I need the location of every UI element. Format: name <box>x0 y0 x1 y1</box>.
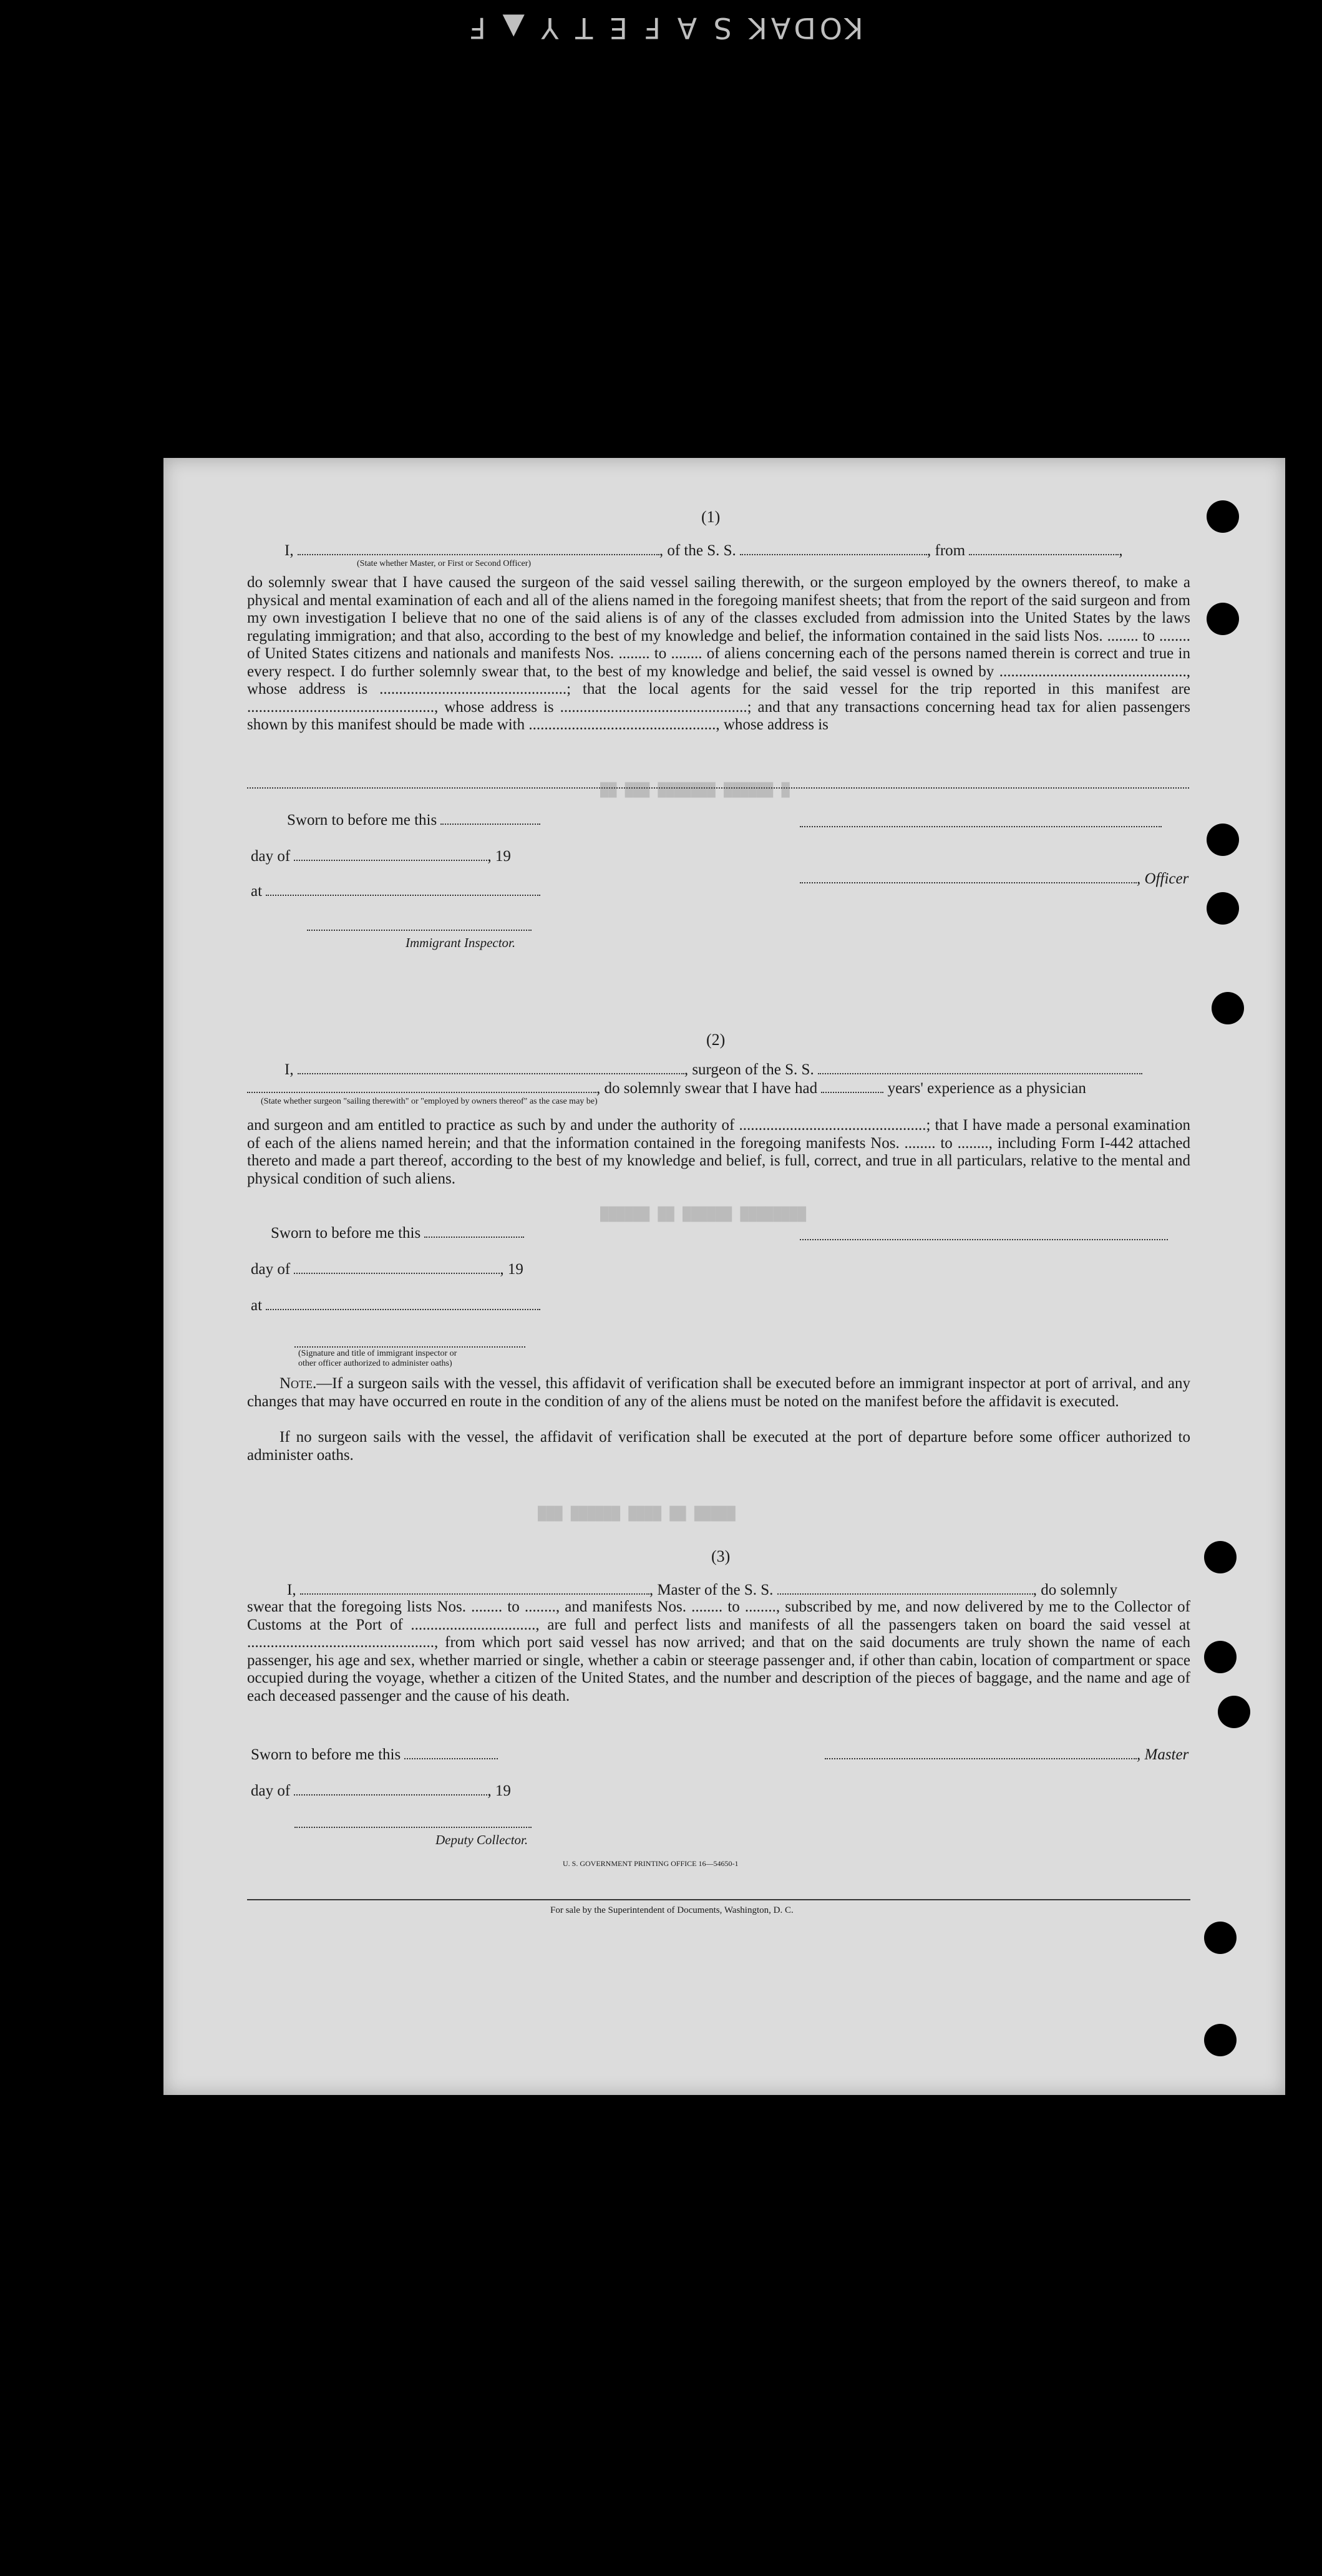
section-2-sworn <box>271 1224 524 1243</box>
month-blank <box>294 1783 487 1796</box>
punch-hole <box>1204 2024 1237 2056</box>
surgeon-note-paragraph <box>247 1375 1190 1411</box>
officer-blank-line-1 <box>800 826 1162 827</box>
section-2-body: and surgeon and am entitled to practice as such by and under the authority of ................................................; that I have made a personal examination of each of the aliens named herein; and that the information contained in the foregoing manifests Nos. ........ to ........, including Form I-442 attached thereto and made a part thereof, according to the best of my knowledge and belief, is full, correct, and true in all particulars, relative to the mental and physical condition of such aliens. <box>247 1117 1190 1187</box>
section-1-number: (1) <box>701 508 721 526</box>
surgeon-type-note: (State whether surgeon "sailing therewith" or "employed by owners thereof" as the case may be) <box>261 1097 598 1106</box>
bleed-through-text: ██████ ██ ██████ ████████ <box>600 1207 807 1222</box>
vessel-name-blank <box>818 1062 1142 1074</box>
years-blank <box>821 1081 883 1093</box>
day-of-label: day of <box>251 1261 291 1278</box>
section-1-oath-line: I, , of the S. S. , from , <box>284 542 1123 559</box>
address-blank-line <box>247 787 1189 789</box>
place-blank <box>266 883 540 896</box>
bleed-through-text: ███ ██████ ████ ██ █████ <box>538 1506 736 1522</box>
film-edge-text: KODAK S A F E T Y ▲ F <box>465 11 863 45</box>
port-from-blank <box>969 543 1119 555</box>
sworn-label: Sworn to before me this <box>251 1746 401 1763</box>
sworn-date-blank <box>404 1747 498 1759</box>
sworn-date-blank <box>440 812 540 825</box>
surgeon-type-blank <box>247 1081 596 1093</box>
punch-hole <box>1212 992 1244 1024</box>
oath-i: I, <box>287 1582 296 1598</box>
sworn-label: Sworn to before me this <box>287 812 437 829</box>
punch-hole <box>1207 892 1239 925</box>
day-of-label: day of <box>251 1782 291 1799</box>
section-2-at <box>251 1296 540 1315</box>
note-text: —If a surgeon sails with the vessel, this affidavit of verification shall be executed before an immigrant inspector at port of arrival, and any changes that may have occurred en route in the condition of any of the aliens must be noted on the manifest before the affidavit is executed. <box>247 1375 1190 1410</box>
punch-hole <box>1207 603 1239 635</box>
section-2-years-line <box>247 1079 1086 1098</box>
of-ss-label: , of the S. S. <box>659 542 736 559</box>
section-3-number: (3) <box>711 1547 731 1565</box>
sworn-date-blank <box>424 1225 524 1238</box>
oath-i: I, <box>284 1061 294 1078</box>
film-edge-marking <box>0 0 1322 50</box>
from-label: , from <box>927 542 966 559</box>
section-3-day-of <box>251 1782 511 1801</box>
section-1-at <box>251 882 540 901</box>
signature-line <box>294 1346 525 1348</box>
section-2-number: (2) <box>706 1031 726 1049</box>
punch-hole <box>1218 1696 1250 1728</box>
section-2-oath-line <box>284 1061 1142 1079</box>
section-1-day-of <box>251 847 511 866</box>
at-label: at <box>251 1297 263 1314</box>
section-2-officer-signature-line <box>800 1239 1168 1240</box>
punch-hole <box>1204 1641 1237 1673</box>
punch-hole <box>1204 1541 1237 1573</box>
month-blank <box>294 1261 500 1274</box>
inspector-signature-line <box>307 930 532 931</box>
vessel-name-blank <box>777 1582 1033 1595</box>
officer-name-blank <box>298 543 659 555</box>
section-1-body: do solemnly swear that I have caused the surgeon of the said vessel sailing therewith, or the surgeon employed by the owners thereof, to make a physical and mental examination of each and all of the aliens named in the foregoing manifest sheets; that from the report of the said surgeon and from my own investigation I believe that no one of the said aliens is of any of the classes excluded from admission into the United States by the laws regulating immigration; and that also, according to the best of my knowledge and belief, the information contained in the said lists Nos. ........ to ........ of United States citizens and nationals and manifests Nos. ........ to ........ of aliens concerning each of the persons named therein is correct and true in every respect. I do further solemnly swear that, to the best of my knowledge and belief, the said vessel is owned by ................................................, whose address is ................................................; that the local agents for the said vessel for the trip reported in this manifest are ................................................, whose address is ................................................; and that any transactions concerning head tax for alien passengers shown by this manifest should be made with ................................................, whose address is <box>247 574 1190 733</box>
vessel-name-blank <box>740 543 927 555</box>
master-title: , Master <box>1137 1746 1189 1763</box>
section-3-oath-line <box>287 1581 1117 1600</box>
year-label: , 19 <box>487 1782 511 1799</box>
officer-signature <box>800 870 1188 888</box>
immigrant-inspector-title: Immigrant Inspector. <box>406 935 516 950</box>
printing-office-line: U. S. GOVERNMENT PRINTING OFFICE 16—54650-1 <box>563 1859 739 1868</box>
do-solemnly-label: , do solemnly <box>1033 1582 1118 1598</box>
officer-signature-blank <box>800 871 1137 883</box>
master-signature-blank <box>825 1747 1137 1759</box>
section-3-sworn <box>251 1746 498 1764</box>
section-1-sworn <box>287 811 540 830</box>
punch-hole <box>1207 824 1239 856</box>
place-blank <box>266 1298 540 1310</box>
master-of-ss-label: , Master of the S. S. <box>649 1582 774 1598</box>
month-blank <box>294 848 487 861</box>
footer-divider <box>247 1899 1190 1900</box>
signature-note-2: other officer authorized to administer oaths) <box>298 1359 452 1368</box>
day-of-label: day of <box>251 848 291 865</box>
year-label: , 19 <box>487 848 511 865</box>
officer-title: , Officer <box>1137 870 1189 887</box>
collector-signature-line <box>294 1827 532 1828</box>
at-label: at <box>251 883 263 900</box>
bleed-through-text: ██ ███ ███████ ██████ █ <box>600 782 790 798</box>
swear-label: , do solemnly swear that I have had <box>596 1080 818 1097</box>
note-label: Note. <box>279 1375 317 1392</box>
master-name-blank <box>300 1582 649 1595</box>
oath-i: I, <box>284 542 294 559</box>
punch-hole <box>1207 500 1239 533</box>
section-2-day-of <box>251 1260 523 1279</box>
for-sale-notice: For sale by the Superintendent of Documents, Washington, D. C. <box>550 1905 794 1915</box>
sworn-label: Sworn to before me this <box>271 1225 421 1242</box>
manifest-affidavit-page <box>163 458 1285 2095</box>
officer-rank-note: (State whether Master, or First or Second Officer) <box>357 559 532 568</box>
no-surgeon-paragraph: If no surgeon sails with the vessel, the affidavit of verification shall be executed at the port of departure before some officer authorized to administer oaths. <box>247 1429 1190 1464</box>
years-label: years' experience as a physician <box>887 1080 1086 1097</box>
master-signature <box>825 1746 1188 1764</box>
section-3-body: swear that the foregoing lists Nos. ........ to ........, and manifests Nos. ........ to ........, subscribed by me, and now delivered by me to the Collector of Customs at the Port of ................................, are full and perfect lists and manifests of all the passengers taken on board the said vessel at ................................................, from which port said vessel has now arrived; and that on the said documents are truly shown the name of each passenger, his age and sex, whether married or single, whether a cabin or steerage passenger and, if other than cabin, location of compartment or space occupied during the voyage, whether a citizen of the United States, and the number and description of the pieces of baggage, and the name and age of each deceased passenger and the cause of his death. <box>247 1598 1190 1704</box>
year-label: , 19 <box>500 1261 523 1278</box>
signature-note-1: (Signature and title of immigrant inspector or <box>298 1349 457 1358</box>
punch-hole <box>1204 1922 1237 1954</box>
deputy-collector-title: Deputy Collector. <box>435 1832 528 1847</box>
surgeon-name-blank <box>298 1062 684 1074</box>
surgeon-of-ss-label: , surgeon of the S. S. <box>684 1061 814 1078</box>
